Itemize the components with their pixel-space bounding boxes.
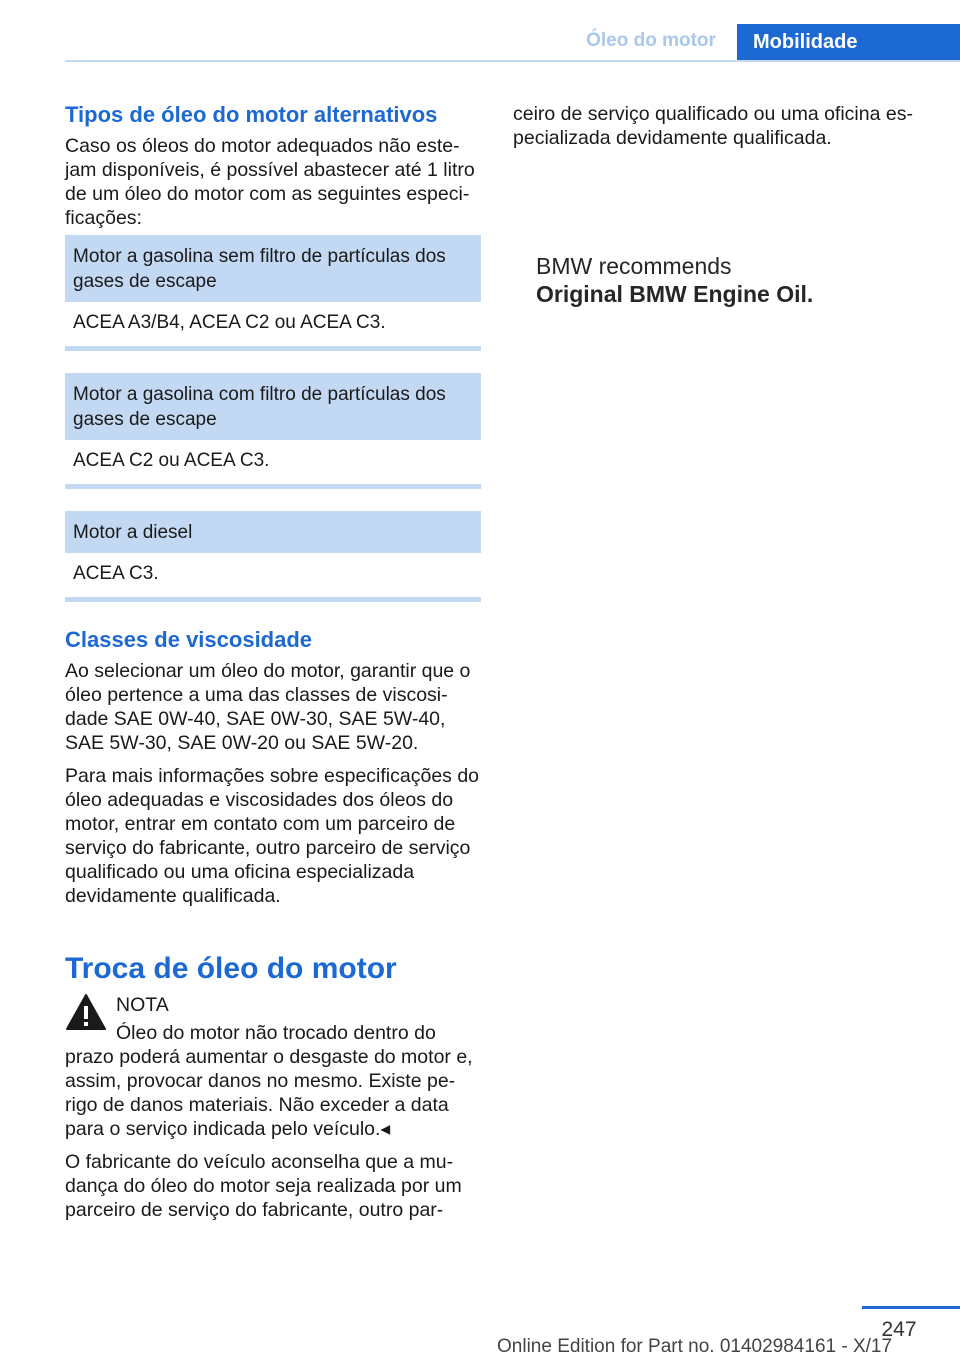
header-section-title: Óleo do motor xyxy=(586,30,716,51)
viscosity-heading: Classes de viscosidade xyxy=(65,627,313,652)
alt-oil-intro: Caso os óleos do motor adequados não estejam disponíveis, é possível abastecer até 1 litro de um óleo do motor com as seguintes especificações: xyxy=(65,135,475,229)
spec-divider xyxy=(65,597,481,602)
right-column xyxy=(513,102,913,308)
spec-oil-value: ACEA C3. xyxy=(73,563,159,584)
page-number-rule xyxy=(862,1306,960,1309)
oil-change-paragraph: O fabricante do veículo aconselha que a mudança do óleo do motor seja realizada por um parceiro de serviço do fabricante, outro par- xyxy=(65,1151,462,1221)
spec-table-diesel xyxy=(65,511,481,602)
oil-change-heading: Troca de óleo do motor xyxy=(65,952,397,985)
bmw-oil-recommendation-logo xyxy=(536,253,913,308)
note-block xyxy=(65,993,481,1017)
edition-footer: Online Edition for Part no. 01402984161 - X/17 xyxy=(497,1336,893,1357)
left-column xyxy=(65,102,481,1222)
viscosity-paragraph-2: Para mais informações sobre especificações do óleo adequadas e viscosidades dos óleos do motor, entrar em contato com um parceiro de serviço do fabricante, outro parceiro de serviço qualificado ou uma oficina especializada devidamente qualificada. xyxy=(65,765,480,907)
viscosity-paragraph-1: Ao selecionar um óleo do motor, garantir que o óleo pertence a uma das classes de viscosidade SAE 0W-40, SAE 0W-30, SAE 5W-40, SAE 5W-30, SAE 0W-20 ou SAE 5W-20. xyxy=(65,660,471,754)
continued-paragraph: ceiro de serviço qualificado ou uma oficina especializada devidamente qualificada. xyxy=(513,103,913,149)
header-tab-mobilidade: Mobilidade xyxy=(737,24,960,62)
spec-table-gasoline-no-filter xyxy=(65,235,481,351)
spec-engine-label: Motor a gasolina sem filtro de partículas dos gases de escape xyxy=(65,235,481,302)
spec-engine-label: Motor a gasolina com filtro de partículas dos gases de escape xyxy=(65,373,481,440)
logo-line-recommends: BMW recommends xyxy=(536,253,732,279)
spec-engine-label: Motor a diesel xyxy=(65,511,481,553)
spec-divider xyxy=(65,346,481,351)
header-rule xyxy=(65,60,960,62)
spec-oil-value: ACEA A3/B4, ACEA C2 ou ACEA C3. xyxy=(73,312,386,333)
warning-triangle-icon xyxy=(65,993,107,1031)
page-number: 247 xyxy=(881,1318,917,1341)
spec-divider xyxy=(65,484,481,489)
logo-line-engine-oil: Original BMW Engine Oil. xyxy=(536,281,814,307)
spec-table-gasoline-filter xyxy=(65,373,481,489)
note-label: NOTA xyxy=(116,994,169,1016)
spec-oil-value: ACEA C2 ou ACEA C3. xyxy=(73,450,270,471)
note-text: Óleo do motor não trocado dentro do prazo poderá aumentar o desgaste do motor e, assim, provocar danos no mesmo. Existe perigo de danos materiais. Não exceder a data para o serviço indicada pelo veículo.◂ xyxy=(65,1022,473,1140)
alt-oil-heading: Tipos de óleo do motor alternativos xyxy=(65,102,438,127)
